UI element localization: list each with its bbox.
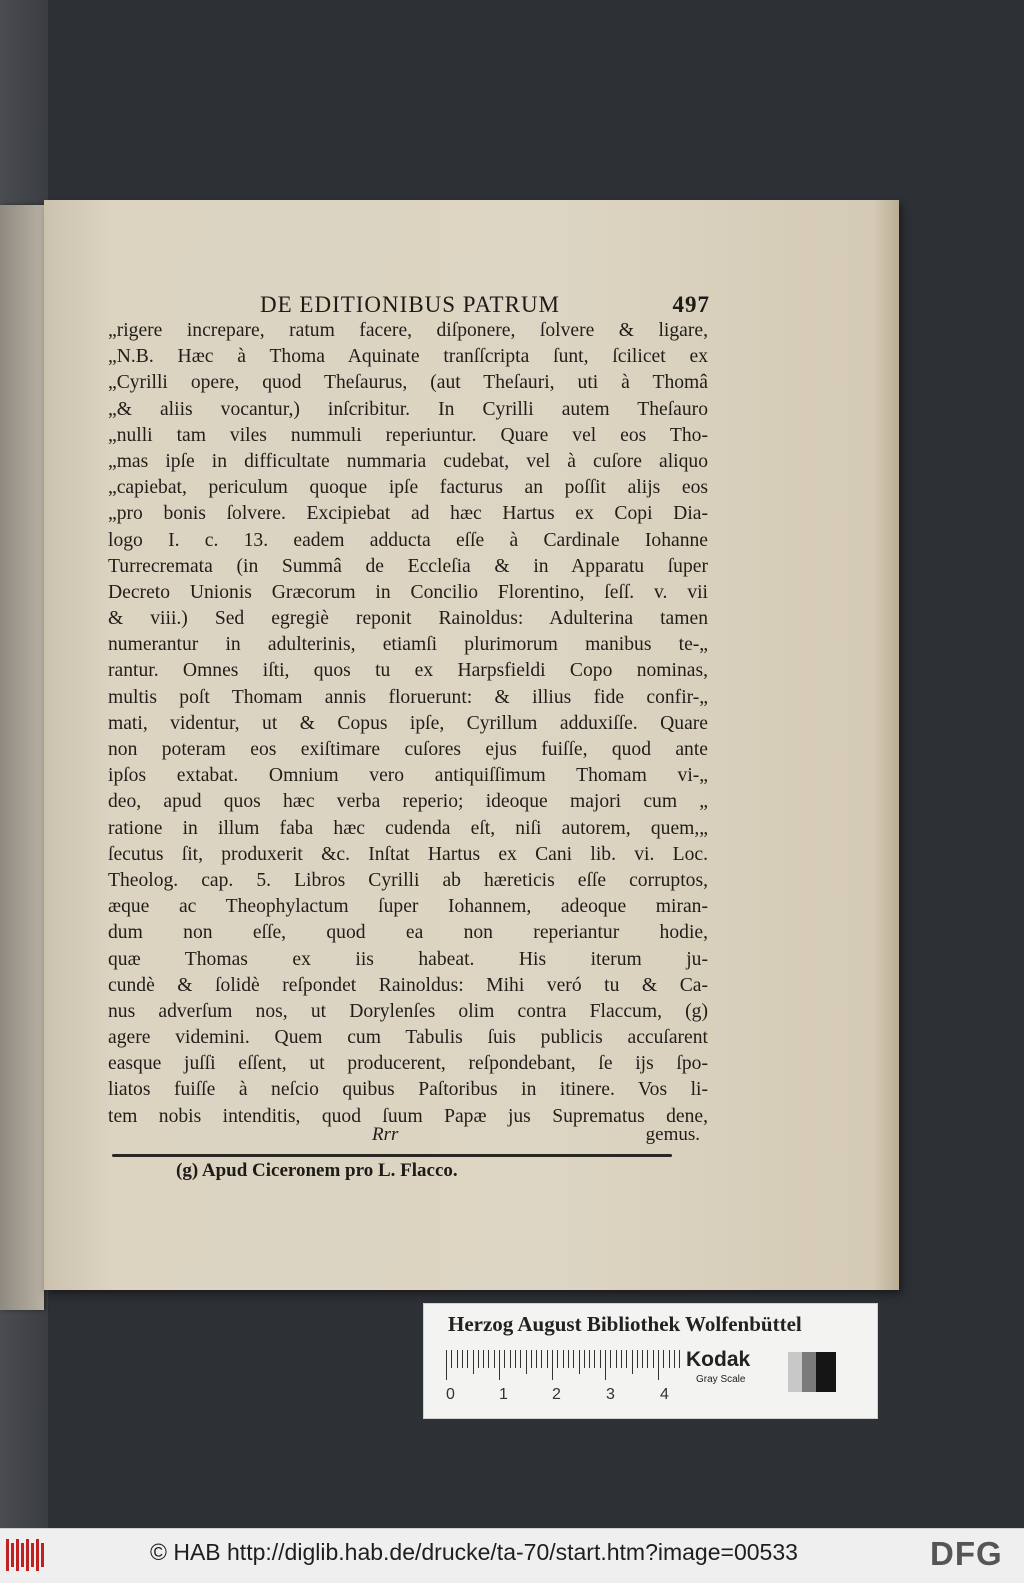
gray-swatch-mid — [802, 1352, 816, 1392]
ruler-scale — [446, 1350, 676, 1390]
kodak-brand: Kodak — [686, 1348, 751, 1371]
ruler-tick — [647, 1350, 648, 1368]
text-line: cundè & ſolidè reſpondet Rainoldus: Mihi veró tu & Ca- — [108, 974, 708, 996]
text-line: liatos fuiſſe à neſcio quibus Paſtoribus in itinere. Vos li- — [108, 1079, 708, 1101]
ruler-tick — [616, 1350, 617, 1368]
ruler-tick — [642, 1350, 643, 1368]
ruler-tick — [594, 1350, 595, 1368]
text-line: ipſos extabat. Omnium vero antiquiſſimum Thomam vi-„ — [108, 765, 708, 787]
text-line: „nulli tam viles nummuli reperiuntur. Quare vel eos Tho- — [108, 424, 708, 446]
text-line: deo, apud quos hæc verba reperio; ideoque majori cum „ — [108, 791, 708, 813]
hab-logo-bar — [36, 1539, 39, 1571]
kodak-subtitle: Gray Scale — [696, 1374, 746, 1385]
footer-bar — [0, 1528, 1024, 1583]
ruler-tick — [573, 1350, 574, 1368]
running-head-title: DE EDITIONIBUS PATRUM — [260, 292, 560, 317]
hab-logo-bar — [21, 1543, 24, 1567]
ruler-tick — [494, 1350, 495, 1368]
text-line: rantur. Omnes iſti, quos tu ex Harpsfieldi Copo nominas, — [108, 660, 708, 682]
text-line: „N.B. Hæc à Thoma Aquinate tranſſcripta ſunt, ſcilicet ex — [108, 346, 708, 368]
ruler-tick — [674, 1350, 675, 1368]
text-line: tem nobis intenditis, quod ſuum Papæ jus Suprematus dene, — [108, 1105, 708, 1127]
gray-swatch-dark — [816, 1352, 836, 1392]
ruler-tick — [621, 1350, 622, 1368]
text-line: ratione in illum faba hæc cudenda eſt, niſi autorem, quem,„ — [108, 817, 708, 839]
text-line: multis poſt Thomam annis floruerunt: & illius fide confir-„ — [108, 686, 708, 708]
footnote: (g) Apud Ciceronem pro L. Flacco. — [176, 1160, 458, 1181]
hab-logo-bar — [41, 1543, 44, 1567]
text-line: nus adverſum nos, ut Dorylenſes olim contra Flaccum, (g) — [108, 1000, 708, 1022]
text-line: Turrecremata (in Summâ de Eccleſia & in Apparatu ſuper — [108, 555, 708, 577]
ruler-tick — [653, 1350, 654, 1368]
ruler-tick — [457, 1350, 458, 1368]
text-line: „rigere increpare, ratum facere, diſponere, ſolvere & ligare, — [108, 320, 708, 341]
ruler-tick — [446, 1350, 447, 1380]
signature-mark: Rrr — [372, 1124, 399, 1145]
ruler-tick — [679, 1350, 680, 1368]
text-line: non poteram eos exiſtimare cuſores ejus fuiſſe, quod ante — [108, 739, 708, 760]
signature-row — [108, 1124, 700, 1148]
text-line: & viii.) Sed egregiè reponit Rainoldus: Adulterina tamen — [108, 608, 708, 630]
hab-logo-bar — [16, 1539, 19, 1571]
text-line: ſecutus ſit, produxerit &c. Inſtat Hartus ex Cani lib. vi. Loc. — [108, 843, 708, 865]
ruler-tick — [515, 1350, 516, 1368]
catchword: gemus. — [645, 1124, 700, 1145]
text-line: logo I. c. 13. eadem adducta eſſe à Cardinale Iohanne — [108, 529, 708, 551]
text-line: numerantur in adulterinis, etiamſi plurimorum manibus te-„ — [108, 634, 708, 656]
ruler-tick — [520, 1350, 521, 1368]
text-line: Decreto Unionis Græcorum in Concilio Florentino, ſeſſ. v. vii — [108, 581, 708, 603]
ruler-tick — [531, 1350, 532, 1368]
ruler-tick — [589, 1350, 590, 1368]
body-text — [108, 318, 708, 1130]
scale-label: 0 — [446, 1386, 455, 1403]
hab-logo-bar — [31, 1543, 34, 1567]
hab-logo-icon — [6, 1539, 48, 1571]
text-line: „mas ipſe in difficultate nummaria cudebat, vel à cuſore aliquo — [108, 450, 708, 472]
ruler-tick — [510, 1350, 511, 1368]
ruler-tick — [637, 1350, 638, 1368]
ruler-tick — [584, 1350, 585, 1368]
ruler-tick — [600, 1350, 601, 1368]
text-line: æque ac Theophylactum ſuper Iohannem, adeoque miran- — [108, 896, 708, 918]
scale-label: 4 — [660, 1386, 669, 1403]
ruler-tick — [557, 1350, 558, 1368]
scale-label: 1 — [499, 1386, 508, 1403]
text-line: mati, videntur, ut & Copus ipſe, Cyrillum adduxiſſe. Quare — [108, 712, 708, 734]
ruler-tick — [526, 1350, 527, 1374]
ruler-tick — [547, 1350, 548, 1368]
ruler-tick — [541, 1350, 542, 1368]
text-line: „Cyrilli opere, quod Theſaurus, (aut Theſauri, uti à Thomâ — [108, 372, 708, 394]
ruler-tick — [478, 1350, 479, 1368]
hab-logo-bar — [26, 1539, 29, 1571]
ruler-tick — [473, 1350, 474, 1374]
ruler-tick — [467, 1350, 468, 1368]
ruler-tick — [536, 1350, 537, 1368]
card-title: Herzog August Bibliothek Wolfenbüttel — [448, 1312, 802, 1336]
text-line: „pro bonis ſolvere. Excipiebat ad hæc Hartus ex Copi Dia- — [108, 503, 708, 525]
scale-label: 2 — [552, 1386, 561, 1403]
ruler-tick — [610, 1350, 611, 1368]
ruler-tick — [483, 1350, 484, 1368]
previous-leaf-edge — [0, 205, 44, 1310]
text-line: Theolog. cap. 5. Libros Cyrilli ab hæreticis eſſe corruptos, — [108, 869, 708, 891]
gray-swatch-light — [788, 1352, 802, 1392]
ruler-tick — [626, 1350, 627, 1368]
ruler-tick — [462, 1350, 463, 1368]
color-calibration-card — [423, 1303, 878, 1419]
ruler-tick — [658, 1350, 659, 1380]
text-line: agere videmini. Quem cum Tabulis ſuis publicis accuſarent — [108, 1027, 708, 1049]
footnote-rule — [112, 1154, 672, 1157]
hab-logo-bar — [6, 1539, 9, 1571]
text-line: „capiebat, periculum quoque ipſe facturus an poſſit alijs eos — [108, 477, 708, 499]
page-number: 497 — [672, 292, 710, 317]
scale-label: 3 — [606, 1386, 615, 1403]
ruler-tick — [552, 1350, 553, 1380]
ruler-tick — [488, 1350, 489, 1368]
text-line: easque juſſi eſſent, ut producerent, reſpondebant, ſe ijs ſpo- — [108, 1053, 708, 1075]
ruler-tick — [563, 1350, 564, 1368]
ruler-tick — [605, 1350, 606, 1380]
hab-logo-bar — [11, 1543, 14, 1567]
ruler-tick — [499, 1350, 500, 1380]
text-line: dum non eſſe, quod ea non reperiantur hodie, — [108, 922, 708, 944]
copyright-link[interactable]: © HAB http://diglib.hab.de/drucke/ta-70/start.htm?image=00533 — [150, 1539, 798, 1565]
ruler-tick — [632, 1350, 633, 1374]
dfg-logo: DFG — [930, 1535, 1003, 1572]
text-line: quæ Thomas ex iis habeat. His iterum ju- — [108, 948, 708, 970]
ruler-tick — [669, 1350, 670, 1368]
ruler-tick — [568, 1350, 569, 1368]
ruler-tick — [451, 1350, 452, 1368]
text-line: „& aliis vocantur,) inſcribitur. In Cyrilli autem Theſauro — [108, 398, 708, 420]
ruler-tick — [579, 1350, 580, 1374]
ruler-tick — [504, 1350, 505, 1368]
ruler-tick — [663, 1350, 664, 1368]
